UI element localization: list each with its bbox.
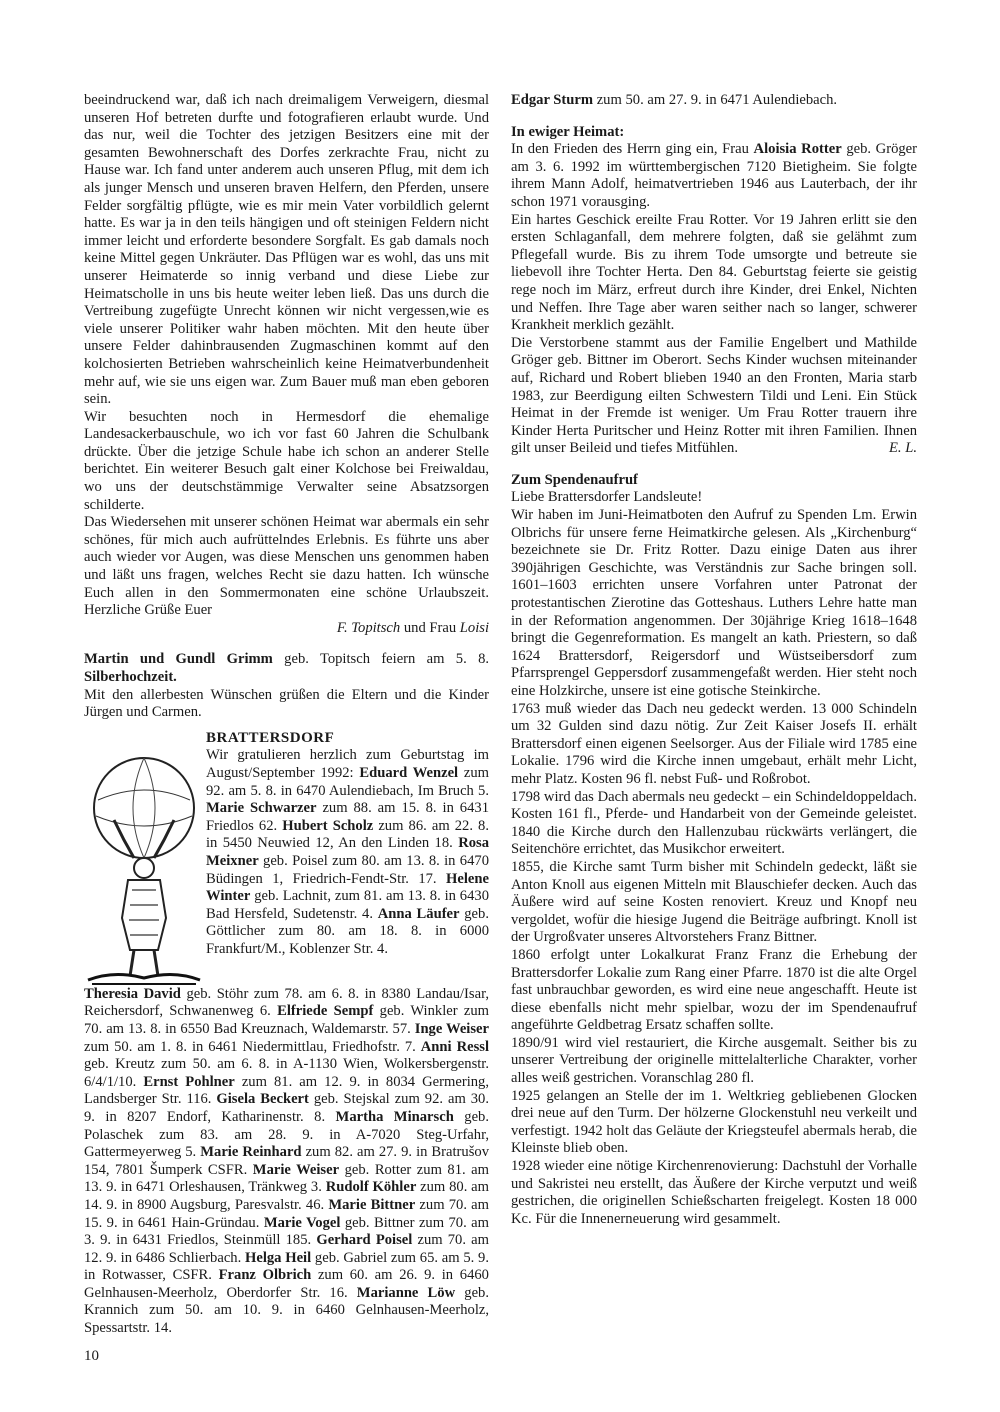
birthday-entry: Franz Olbrich zum 60. am 26. 9. in 6460 Gelnhausen-Meerholz, Oberdorfer Str. 16.	[84, 1267, 489, 1301]
deceased-name: Aloisia Rotter	[753, 141, 842, 158]
donation-paragraph: 1860 erfolgt unter Lokalkurat Franz Franz die Erhebung der Brattersdorfer Lokalie zum Rang einer Pfarre. 1870 ist die alte Orgel fast unbrauchbar geworden, es wird eine neue angeschafft. Heute ist diese ebenfalls nicht mehr spielbar, wozu der im Spendenaufruf angeführte Geldbetrag Ersatz schaffen sollte.	[511, 946, 917, 1034]
intro-paragraph-3: Das Wiedersehen mit unserer schönen Heimat war abermals ein sehr schönes, für mich auch aufrüttelndes Erlebnis. Es führte uns aber auch wieder vor Augen, was diese Menschen uns genommen haben und läßt uns fragen, welches Recht sie dazu hatten. Ich wünsche Euch allen in den Sommermonaten eine schöne Urlaubszeit. Herzliche Grüße Euer	[84, 514, 489, 619]
donation-heading: Zum Spendenaufruf	[511, 471, 638, 488]
birthday-entry: Theresia David geb. Stöhr zum 78. am 6. 8. in 8380 Landau/Isar, Reichersdorf, Schwanenweg 6.	[84, 985, 489, 1020]
birthday-entry: Anni Ressl geb. Kreutz zum 50. am 6. 8. in A-1130 Wien, Wolkersbergenstr. 6/4/1/10.	[84, 1038, 489, 1090]
anniversary-wishes: Mit den allerbesten Wünschen grüßen die Eltern und die Kinder Jürgen und Carmen.	[84, 686, 489, 721]
birthday-entry: Ernst Pohlner zum 81. am 12. 9. in 8034 Germering, Landsberger Str. 116.	[84, 1073, 490, 1108]
birthday-entry: Anna Läufer geb. Göttlicher zum 80. am 18. 8. in 6000 Frankfurt/M., Koblenzer Str. 4.	[206, 905, 489, 957]
brattersdorf-section	[84, 730, 489, 986]
brattersdorf-birthdays	[206, 730, 489, 986]
donation-paragraph: Wir haben im Juni-Heimatboten den Aufruf zu Spenden Lm. Erwin Olbrichs für unsere ferne Heimatkirche gelesen. Als „Kirchenburg“ bezeichnete sie Dr. Fritz Rotter. Dazu einige Daten aus ihrer 390jährigen Geschichte, was Verständnis zur Sache bringen soll. 1601–1603 errichten unsere Vorfahren unter Patronat der protestantischen Zierotine das Gotteshaus. Luthers Lehre hatte man in der Reformation angenommen. Der 30jährige Krieg 1618–1648 bringt die Gegenreformation. Es mangelt an kath. Priestern, so daß 1624 Brattersdorf, Reigersdorf und Wüstseibersdorf zum Pfarrsprengel Geppersdorf zusammengefaßt werden. Hier steht noch eine Holzkirche, unsere ist eine gotische Steinkirche.	[511, 507, 917, 699]
signature-wife: Loisi	[459, 619, 489, 636]
anniversary-text: geb. Topitsch feiern am 5. 8.	[284, 651, 490, 668]
birthday-entry: Marie Bittner zum 70. am 15. 9. in 6461 Hain-Gründau.	[84, 1196, 490, 1231]
left-column	[84, 92, 489, 1338]
birthday-entry: Elfriede Sempf geb. Winkler zum 70. am 13. 8. in 6550 Bad Kreuznach, Waldemarstr. 57.	[84, 1003, 489, 1037]
birthday-list-continued	[84, 986, 489, 1338]
birthday-entry-last: Edgar Sturm zum 50. am 27. 9. in 6471 Aulendiebach.	[511, 92, 838, 108]
donation-paragraph: 1798 wird das Dach abermals neu gedeckt – ein Schindeldoppeldach. Kosten 161 fl., Pferde- und Handarbeit von der Gemeinde geleistet. 1840 die Kirche durch den Hallenzubau rückwärts verlängert, die Seitenchöre errichtet, das Musikchor erweitert.	[511, 788, 917, 858]
anniversary-names: Martin und Gundl Grimm	[84, 651, 273, 668]
birthday-entry: Marie Weiser geb. Rotter zum 81. am 13. 9. in 6471 Orleshausen, Tränkweg 3.	[84, 1161, 489, 1196]
signature-and: und Frau	[403, 619, 457, 636]
signature-name: F. Topitsch	[336, 619, 401, 636]
birthday-entry: Gerhard Poisel zum 70. am 12. 9. in 6486 Schlierbach.	[84, 1232, 489, 1266]
anniversary-notice	[84, 651, 489, 686]
obituary-signature: E. L.	[889, 440, 917, 457]
birthday-entry: Rudolf Köhler zum 80. am 14. 9. in 8900 Augsburg, Paresvalstr. 46.	[84, 1179, 490, 1213]
brattersdorf-title: BRATTERSDORF	[206, 729, 335, 746]
obituary-paragraph-2: Ein hartes Geschick ereilte Frau Rotter. Vor 19 Jahren erlitt sie den ersten Schlaganfall, dem mehrere folgten, daß sie gelähmt zum Pflegefall wurde. Bis zu ihrem Tode umsorgte und betreute sie liebevoll ihre Tochter Herta. Den 84. Geburtstag feierte sie geistig rege noch im März, erfreut durch ihre Kinder, drei Enkel, Nichten und Neffen. Ihre Tage aber waren seither nach so langer, schwerer Krankheit merklich gezählt.	[511, 211, 917, 334]
intro-paragraph-1: beeindruckend war, daß ich nach dreimaligem Verweigern, diesmal unseren Hof betreten durfte und fotografieren erlaubt wurde. Und das nur, weil die Tochter des jetzigen Besitzers eine mit der gesamten Bewohnerschaft des Dorfes zerkrachte Frau, nicht zu Hause war. Ich fand unter anderem auch unseren Pflug, mit dem ich als junger Mensch und unseren braven Helfern, den Pferden, unsere Felder sorgfältig pflügte, wie es mir mein Vater vorbildlich gelernt hatte. Es war ja in den teils hängigen und oft steinigen Feldern nicht immer leicht und erforderte besondere Sorgfalt. Es gab damals noch keine Mittel gegen Unkräuter. Das Pflügen war es wohl, das uns mit unserer Heimaterde so innig verband und diese Liebe zur Heimatscholle in uns bis heute weiter leben ließ. Das uns durch die Vertreibung zugefügte Unrecht können wir nicht vergessen,wie es viele unserer Politiker wahr haben möchten. Mit den heute über unsere Felder dahinbrausenden Zugmaschinen kommt auf den kolchosierten Betrieben wahrscheinlich keine Heimatverbundenheit mehr auf, wie sie uns eigen war. Zum Bauer muß man eben geboren sein.	[84, 92, 489, 408]
donation-paragraph: 1890/91 wird viel restauriert, die Kirche ausgemalt. Seither bis zu unserer Vertreibung der originelle mittelalterliche Charakter, vorher alles weiß gestrichen. Voranschlag 280 fl.	[511, 1034, 917, 1087]
donation-paragraph: 1925 gelangen an Stelle der im 1. Weltkrieg gebliebenen Glocken drei neue auf den Turm. Der hölzerne Glockenstuhl neu verkeilt und verfestigt. 1942 holt das Geläute der Kriegsteufel abermals herab, die Kleinste blieb oben.	[511, 1087, 917, 1157]
birthday-entry: Eduard Wenzel zum 92. am 5. 8. in 6470 Aulendiebach, Im Bruch 5.	[206, 764, 489, 799]
brattersdorf-intro: Wir gratulieren herzlich zum Geburtstag im August/September 1992:	[206, 747, 489, 781]
birthday-entry: Helene Winter geb. Lachnit, zum 81. am 13. 8. in 6430 Bad Hersfeld, Sudetenstr. 4.	[206, 870, 489, 922]
birthday-entry: Marianne Löw geb. Krannich zum 50. am 10. 9. in 6460 Gelnhausen-Meerholz, Spessartstr. 14.	[84, 1284, 489, 1337]
anniversary-label: Silberhochzeit.	[84, 669, 177, 685]
obituary-heading: In ewiger Heimat:	[511, 123, 625, 140]
birthday-entry: Marie Schwarzer zum 88. am 15. 8. in 6431 Friedlos 62.	[206, 800, 489, 834]
intro-paragraph-2: Wir besuchten noch in Hermesdorf die ehemalige Landesackerbauschule, wo ich vor fast 60 Jahren die Schulbank drückte. Über die jetzige Schule habe ich schon an anderer Stelle berichtet. Ein weiterer Besuch galt einer Kolchose bei Freiwaldau, wo uns der deutschstämmige Verwalter seine Absatzsorgen schilderte.	[84, 408, 489, 513]
author-signature	[84, 620, 489, 638]
birthday-entry: Gisela Beckert geb. Stejskal zum 92. am 30. 9. in 8207 Endorf, Katharinenstr. 8.	[84, 1091, 489, 1125]
donation-paragraph: 1855, die Kirche samt Turm bisher mit Schindeln gedeckt, läßt sie Anton Knoll aus eigenen Mitteln mit Blauschiefer decken. Auch das Äußere wird auf seine Kosten renoviert. Kreuz und Knopf neu vergoldet, wofür die hiesige Jugend die Beiträge aufbringt. Knoll ist der Urgroßvater unseres Altvorstehers Franz Bittner.	[511, 858, 917, 946]
page-number: 10	[84, 1348, 99, 1364]
donation-greeting: Liebe Brattersdorfer Landsleute!	[511, 489, 703, 506]
birthday-entry: Helga Heil geb. Gabriel zum 65. am 5. 9. in Rotwasser, CSFR.	[84, 1249, 489, 1284]
birthday-entry: Inge Weiser zum 50. am 1. 8. in 6461 Niedermittlau, Friedhofstr. 7.	[84, 1020, 489, 1055]
birthday-entry: Martha Minarsch geb. Polaschek zum 83. am 28. 9. in A-7020 Steg-Urfahr, Gattermeyerweg 5.	[84, 1108, 489, 1161]
birthday-entry: Marie Reinhard zum 82. am 27. 9. in Bratrušov 154, 7801 Šumperk CSFR.	[84, 1144, 489, 1178]
atlas-globe-illustration	[84, 750, 202, 986]
donation-paragraph: 1928 wieder eine nötige Kirchenrenovierung: Dachstuhl der Vorhalle und Sakristei neu erstellt, das Äußere der Kirche verputzt und weiß gestrichen, die originellen Schießscharten freigelegt. Kosten 18 000 Kc. Für die Innenerneuerung wird gesammelt.	[511, 1158, 917, 1227]
birthday-entry: Rosa Meixner geb. Poisel zum 80. am 13. 8. in 6470 Büdingen 1, Friedrich-Fendt-Str. 17.	[206, 835, 489, 887]
donation-paragraph: 1763 muß wieder das Dach neu gedeckt werden. 13 000 Schindeln um 32 Gulden sind dazu nötig. Zur Zeit Kaiser Josefs II. erhält Brattersdorf einen eigenen Seelsorger. Aus der Filiale wird 1785 eine Lokalie. 1796 wird die Kirche innen umgebaut, erhält mehr Licht, mehr Platz. Kosten 96 fl. nebst Fuß- und Roßrobot.	[511, 700, 917, 787]
obituary-paragraph-1: In den Frieden des Herrn ging ein, Frau Aloisia Rotter geb. Gröger am 3. 6. 1992 im württembergischen 7120 Bietigheim. Sie folgte ihrem Mann Adolf, heimatvertrieben 1946 aus Lauterbach, der ihr schon 1971 vorausging.	[511, 141, 917, 210]
birthday-entry: Marie Vogel geb. Bittner zum 70. am 3. 9. in 6431 Friedlos, Steinmüll 185.	[84, 1214, 490, 1249]
right-column	[511, 92, 917, 1228]
obituary-paragraph-3: Die Verstorbene stammt aus der Familie Engelbert und Mathilde Gröger geb. Bittner im Oberort. Sechs Kinder wuchsen miteinander auf, Richard und Robert blieben 1940 an den Fronten, Maria starb 1983, zur Beerdigung eilten Schwestern Tildi und Leni. Ein Stück Heimat in der Fremde ist weniger. Um Frau Rotter trauern ihre Kinder Herta Puritscher und Heinz Rotter mit ihren Familien. Ihnen gilt unser Beileid und tiefes Mitfühlen. E. L.	[511, 334, 917, 457]
birthday-entry: Hubert Scholz zum 86. am 22. 8. in 5450 Neuwied 12, An den Linden 18.	[206, 817, 489, 852]
